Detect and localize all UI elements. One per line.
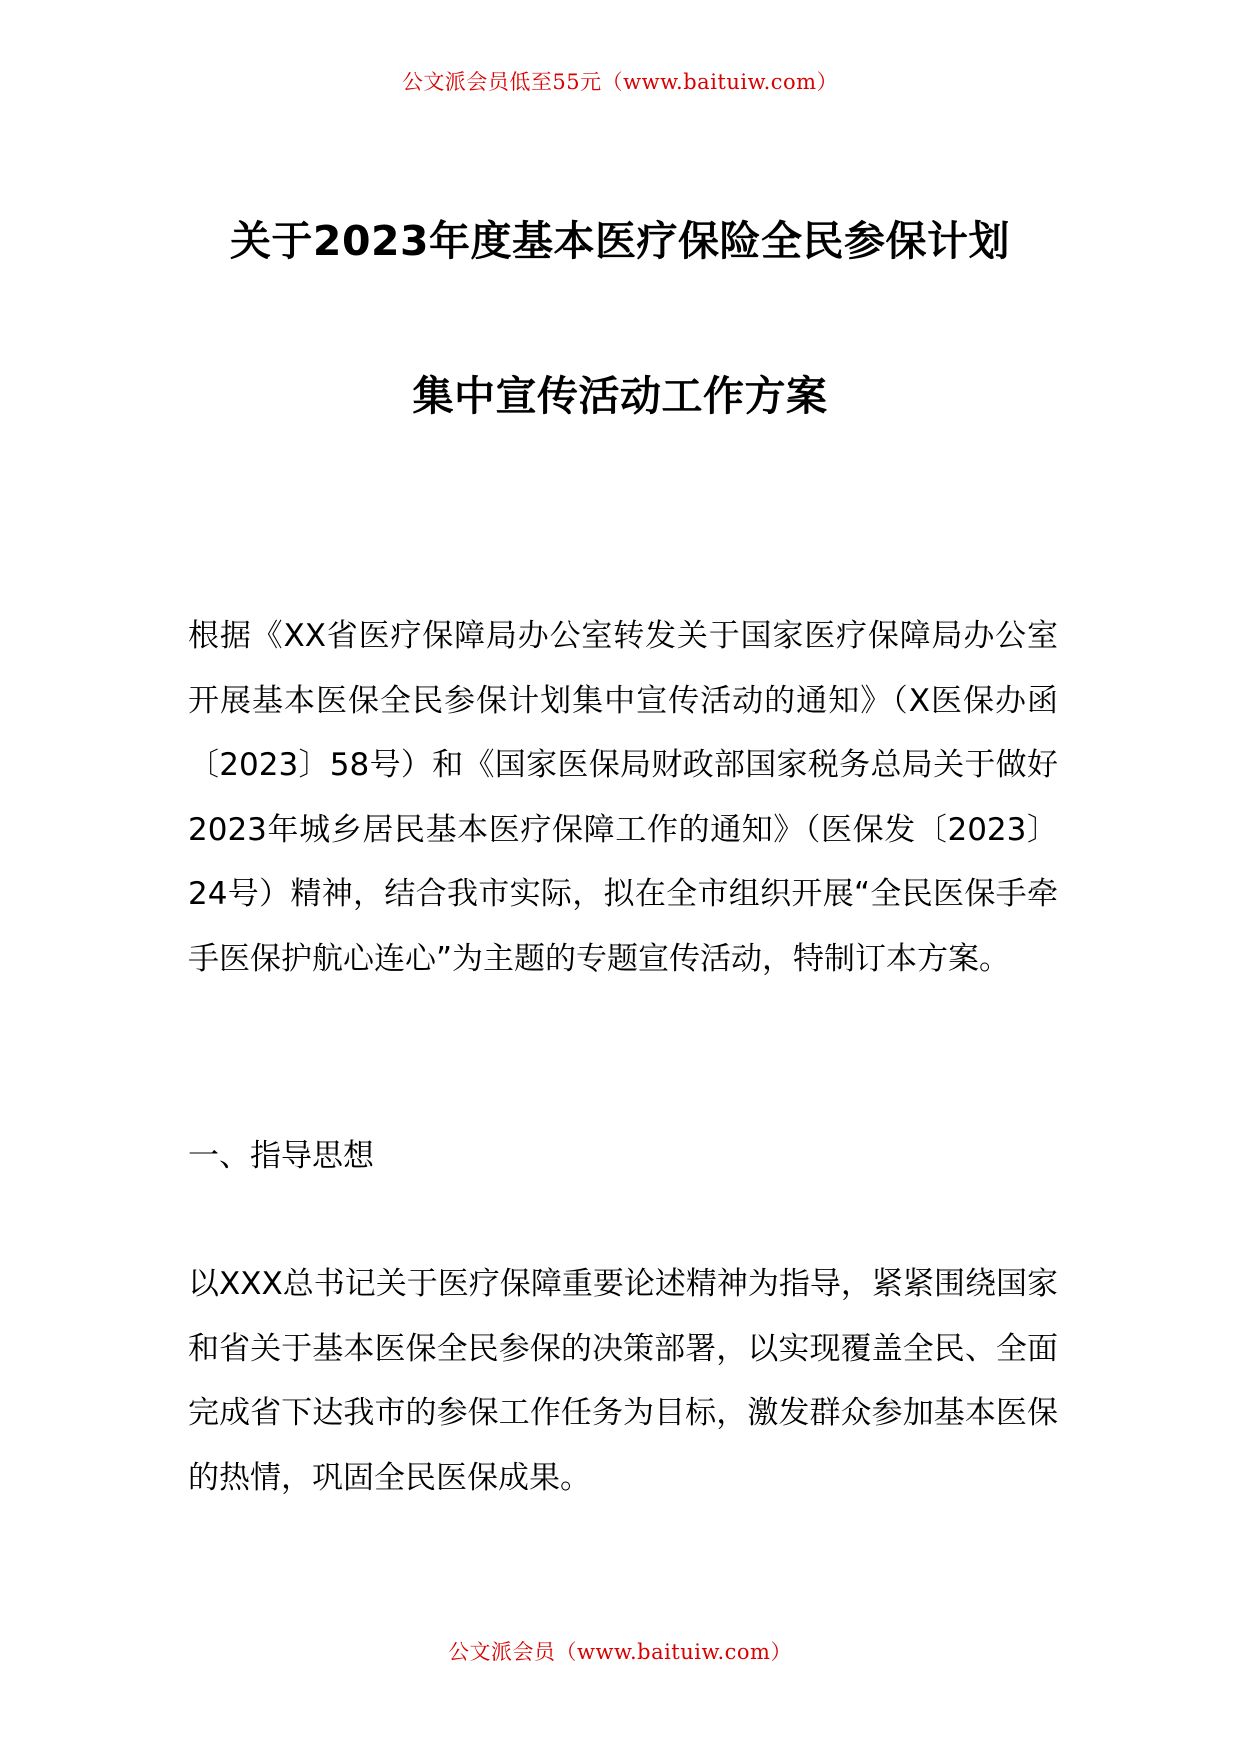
document-title-line-1: 关于2023年度基本医疗保险全民参保计划 [229, 217, 1011, 265]
section-heading-guiding-ideology: 一、指导思想 [188, 1138, 374, 1174]
document-title-line-2: 集中宣传活动工作方案 [412, 372, 828, 420]
intro-paragraph: 根据《XX省医疗保障局办公室转发关于国家医疗保障局办公室开展基本医保全民参保计划集中宣传活动的通知》（X医保办函〔2023〕58号）和《国家医保局财政部国家税务总局关于做好2023年城乡居民基本医疗保障工作的通知》（医保发〔2023〕24号）精神，结合我市实际，拟在全市组织开展“全民医保手牵手医保护航心连心”为主题的专题宣传活动，特制订本方案。 [188, 618, 1058, 977]
header-watermark-link[interactable]: 公文派会员低至55元（www.baituiw.com） [401, 70, 839, 94]
guiding-ideology-paragraph: 以XXX总书记关于医疗保障重要论述精神为指导，紧紧围绕国家和省关于基本医保全民参保的决策部署，以实现覆盖全民、全面完成省下达我市的参保工作任务为目标，激发群众参加基本医保的热情，巩固全民医保成果。 [188, 1266, 1058, 1496]
footer-watermark-link[interactable]: 公文派会员（www.baituiw.com） [448, 1640, 792, 1664]
